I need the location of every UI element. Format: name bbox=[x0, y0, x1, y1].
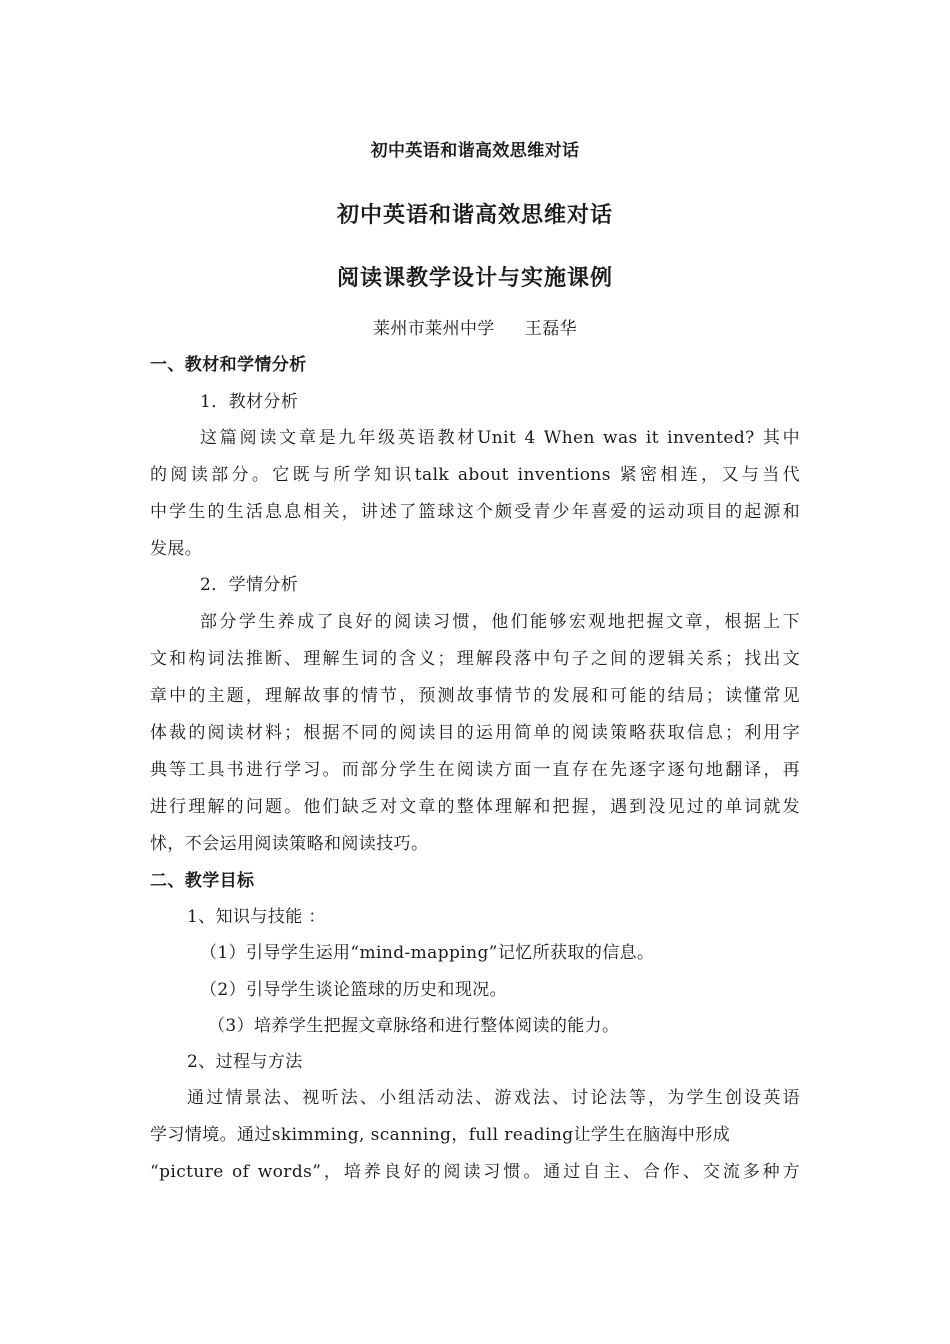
author-name: 王磊华 bbox=[524, 319, 577, 339]
subheading-process-methods: 2、过程与方法 bbox=[187, 1052, 303, 1072]
section-heading-analysis: 一、教材和学情分析 bbox=[150, 355, 307, 375]
running-title: 初中英语和谐高效思维对话 bbox=[370, 141, 580, 161]
paragraph-line: 文和构词法推断、理解生词的含义；理解段落中句子之间的逻辑关系；找出文 bbox=[150, 649, 800, 669]
objective-item: （1）引导学生运用“mind-mapping”记忆所获取的信息。 bbox=[200, 943, 655, 963]
objective-item: （2）引导学生谈论篮球的历史和现况。 bbox=[200, 980, 508, 1000]
paragraph-line: 发展。 bbox=[150, 539, 203, 559]
paragraph-line: 的阅读部分。它既与所学知识talk about inventions 紧密相连，又与当代 bbox=[150, 465, 800, 485]
paragraph-line: 典等工具书进行学习。而部分学生在阅读方面一直存在先逐字逐句地翻译，再 bbox=[150, 760, 800, 780]
author-line bbox=[0, 319, 950, 339]
title-line-1: 初中英语和谐高效思维对话 bbox=[336, 203, 613, 228]
paragraph-line: 进行理解的问题。他们缺乏对文章的整体理解和把握，遇到没见过的单词就发 bbox=[150, 797, 800, 817]
objective-item: （3）培养学生把握文章脉络和进行整体阅读的能力。 bbox=[208, 1016, 620, 1036]
subheading-student-analysis: 2．学情分析 bbox=[200, 575, 299, 595]
paragraph-line: 部分学生养成了良好的阅读习惯，他们能够宏观地把握文章，根据上下 bbox=[200, 612, 800, 632]
paragraph-line: 这篇阅读文章是九年级英语教材Unit 4 When was it invented? 其中 bbox=[200, 428, 800, 448]
author-school: 莱州市莱州中学 bbox=[372, 319, 495, 339]
paragraph-line: 章中的主题，理解故事的情节，预测故事情节的发展和可能的结局；读懂常见 bbox=[150, 686, 800, 706]
paragraph-line: 中学生的生活息息相关，讲述了篮球这个颇受青少年喜爱的运动项目的起源和 bbox=[150, 502, 800, 522]
title-line-2: 阅读课教学设计与实施课例 bbox=[336, 266, 613, 291]
section-heading-objectives: 二、教学目标 bbox=[150, 871, 255, 891]
paragraph-line: 通过情景法、视听法、小组活动法、游戏法、讨论法等，为学生创设英语 bbox=[187, 1088, 800, 1108]
paragraph-line: 体裁的阅读材料；根据不同的阅读目的运用简单的阅读策略获取信息；利用字 bbox=[150, 723, 800, 743]
subheading-knowledge-skills: 1、知识与技能 ： bbox=[187, 907, 326, 927]
subheading-material-analysis: 1．教材分析 bbox=[200, 392, 299, 412]
paragraph-line: 学习情境。通过skimming, scanning，full reading让学生在脑海中形成 bbox=[150, 1125, 731, 1145]
paragraph-line: “picture of words”，培养良好的阅读习惯。通过自主、合作、交流多种方 bbox=[150, 1162, 800, 1182]
paragraph-line: 怵，不会运用阅读策略和阅读技巧。 bbox=[150, 834, 429, 854]
